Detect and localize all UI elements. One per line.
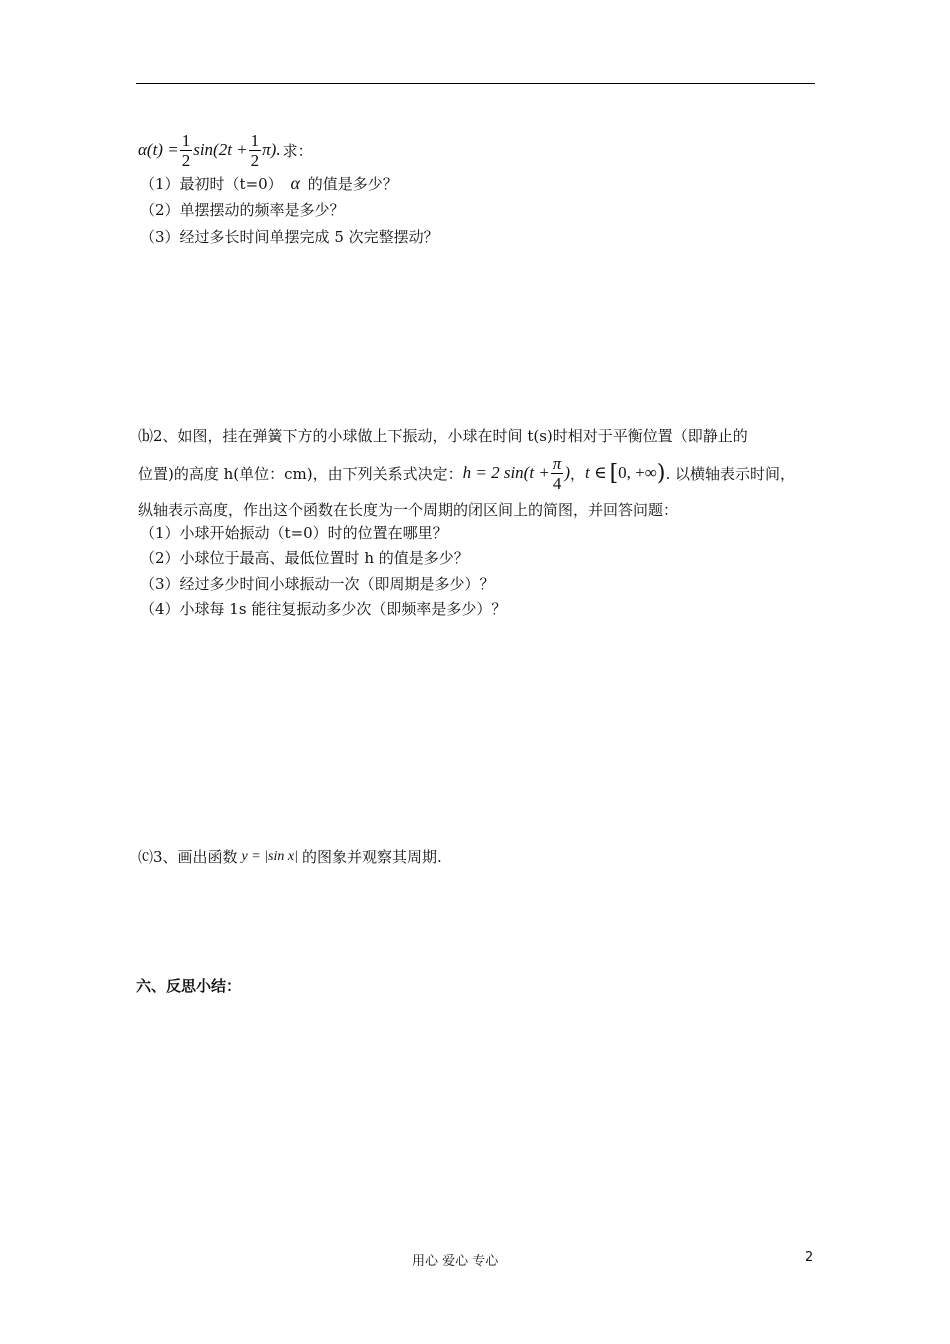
q1-formula-lead: α(t) = — [138, 140, 179, 159]
frac-numerator: 1 — [181, 130, 191, 150]
header-rule — [136, 83, 815, 84]
q1-item-1 — [140, 174, 398, 192]
q1-fraction-half-2 — [249, 132, 262, 169]
q2-item-4: （4）小球每 1s 能往复振动多少次（即频率是多少）？ — [140, 600, 507, 618]
footer-motto: 用心 爱心 专心 — [412, 1254, 499, 1269]
frac-denominator: 2 — [181, 150, 191, 170]
q2-item-3: （3）经过多少时间小球振动一次（即周期是多少）？ — [140, 575, 495, 593]
frac-numerator: π — [552, 453, 562, 473]
q1-item-2: （2）单摆摆动的频率是多少？ — [140, 201, 345, 219]
q2-line-2-pre: 位置)的高度 h(单位：cm)，由下列关系式决定： — [138, 464, 463, 483]
q1-formula-tail: π). — [262, 140, 281, 159]
q2-line-2-post: . 以横轴表示时间， — [665, 464, 796, 483]
frac-denominator: 4 — [552, 473, 562, 493]
q1-item-3: （3）经过多长时间单摆完成 5 次完整摆动？ — [140, 228, 439, 246]
q1-fraction-half — [180, 132, 193, 169]
q2-line-3: 纵轴表示高度，作出这个函数在长度为一个周期的闭区间上的简图，并回答问题： — [138, 501, 679, 519]
left-bracket: [ — [609, 460, 619, 486]
q2-item-2: （2）小球位于最高、最低位置时 h 的值是多少？ — [140, 549, 469, 567]
q1-formula — [138, 126, 313, 174]
q2-domain-t: t ∈ — [585, 463, 607, 482]
q2-formula-close: ) — [564, 463, 570, 482]
frac-numerator: 1 — [250, 130, 260, 150]
q3-post: 的图象并观察其周期. — [301, 848, 442, 866]
q3-line — [138, 846, 442, 867]
q2-item-1: （1）小球开始振动（t=0）时的位置在哪里？ — [140, 524, 448, 542]
q2-fraction-pi-over-4 — [551, 455, 564, 492]
frac-denominator: 2 — [250, 150, 260, 170]
alpha-symbol: α — [290, 173, 300, 193]
q1-formula-suffix: 求： — [282, 141, 313, 160]
page-number: 2 — [805, 1250, 814, 1265]
q1-item-1-pre: （1）最初时（t=0） — [140, 175, 283, 193]
q2-line-1: ⒝2、如图，挂在弹簧下方的小球做上下振动，小球在时间 t(s)时相对于平衡位置（即静止的 — [138, 427, 748, 445]
q2-domain-value: 0, +∞ — [618, 463, 657, 482]
q2-formula-h: h = 2 sin(t + — [462, 463, 550, 482]
q2-line-2 — [138, 452, 795, 494]
q3-formula: y = |sin x| — [241, 848, 298, 864]
q1-formula-mid: sin(2t + — [193, 140, 248, 159]
section-6-title: 六、反思小结： — [136, 977, 242, 995]
q1-item-1-post: 的值是多少？ — [307, 175, 398, 193]
q2-comma: ， — [570, 464, 586, 483]
q3-pre: ⒞3、画出函数 — [138, 848, 238, 866]
right-paren: ) — [656, 460, 666, 486]
